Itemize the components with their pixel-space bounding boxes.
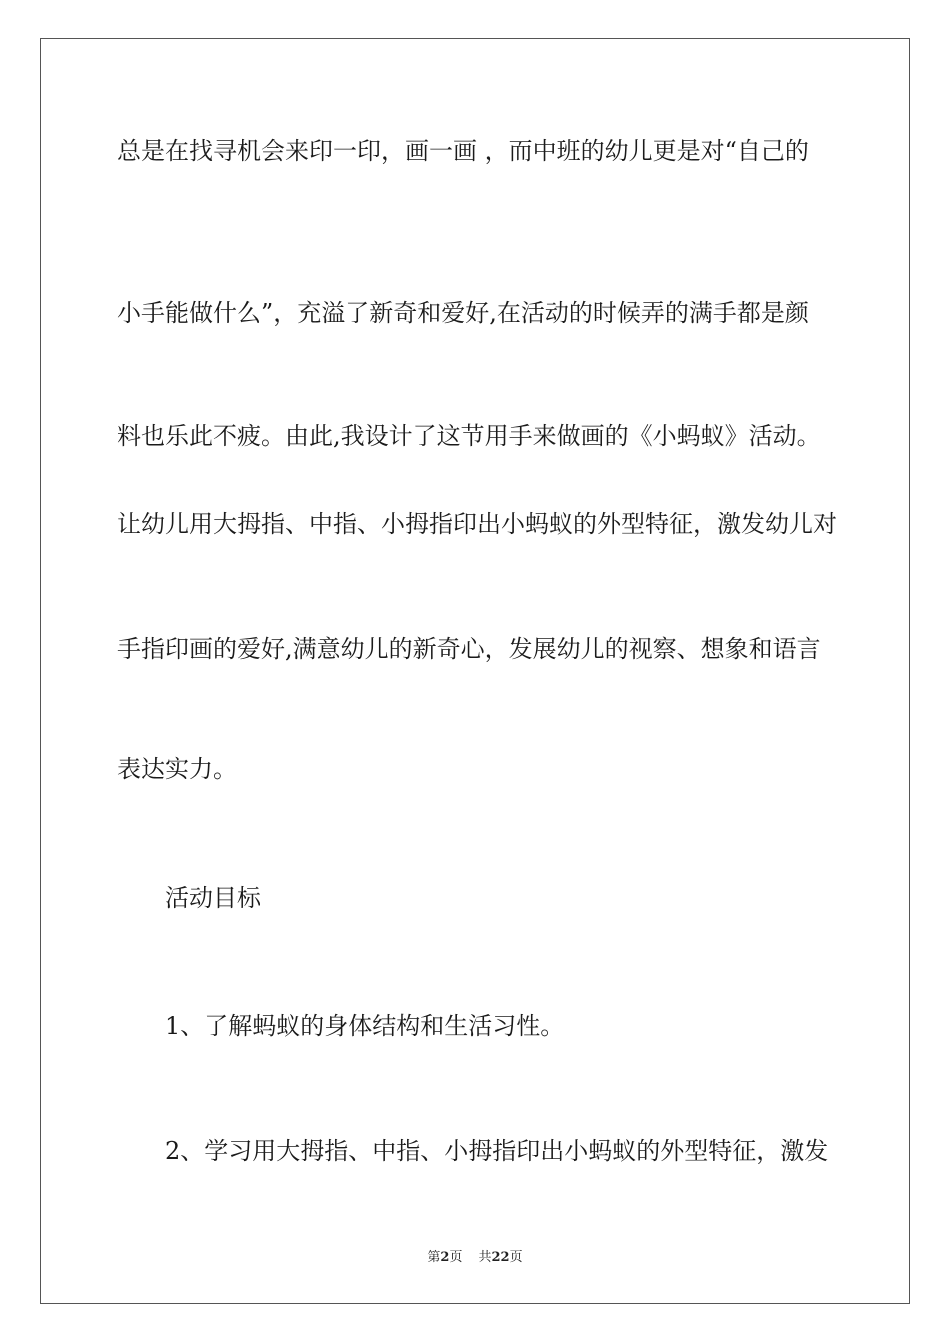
body-line-6: 表达实力。 xyxy=(117,755,237,783)
section-heading: 活动目标 xyxy=(165,884,261,912)
page-number: 2 xyxy=(440,1250,450,1265)
total-pages: 22 xyxy=(491,1250,510,1265)
body-line-1: 总是在找寻机会来印一印，画一画 ，而中班的幼儿更是对“自己的 xyxy=(117,137,809,165)
body-line-3: 料也乐此不疲。由此,我设计了这节用手来做画的《小蚂蚁》活动。 xyxy=(117,422,821,450)
body-line-4: 让幼儿用大拇指、中指、小拇指印出小蚂蚁的外型特征，激发幼儿对 xyxy=(117,510,837,538)
total-prefix: 共 xyxy=(478,1250,492,1265)
goal-item-1: 1、了解蚂蚁的身体结构和生活习性。 xyxy=(165,1012,565,1040)
page-prefix: 第 xyxy=(427,1250,441,1265)
total-suffix: 页 xyxy=(509,1250,523,1265)
page-suffix: 页 xyxy=(449,1250,463,1265)
body-line-2: 小手能做什么”，充溢了新奇和爱好,在活动的时候弄的满手都是颜 xyxy=(117,299,809,327)
document-page xyxy=(40,38,910,1304)
page-footer xyxy=(41,1246,909,1265)
body-line-5: 手指印画的爱好,满意幼儿的新奇心，发展幼儿的视察、想象和语言 xyxy=(117,635,821,663)
goal-item-2: 2、学习用大拇指、中指、小拇指印出小蚂蚁的外型特征，激发 xyxy=(165,1137,829,1165)
